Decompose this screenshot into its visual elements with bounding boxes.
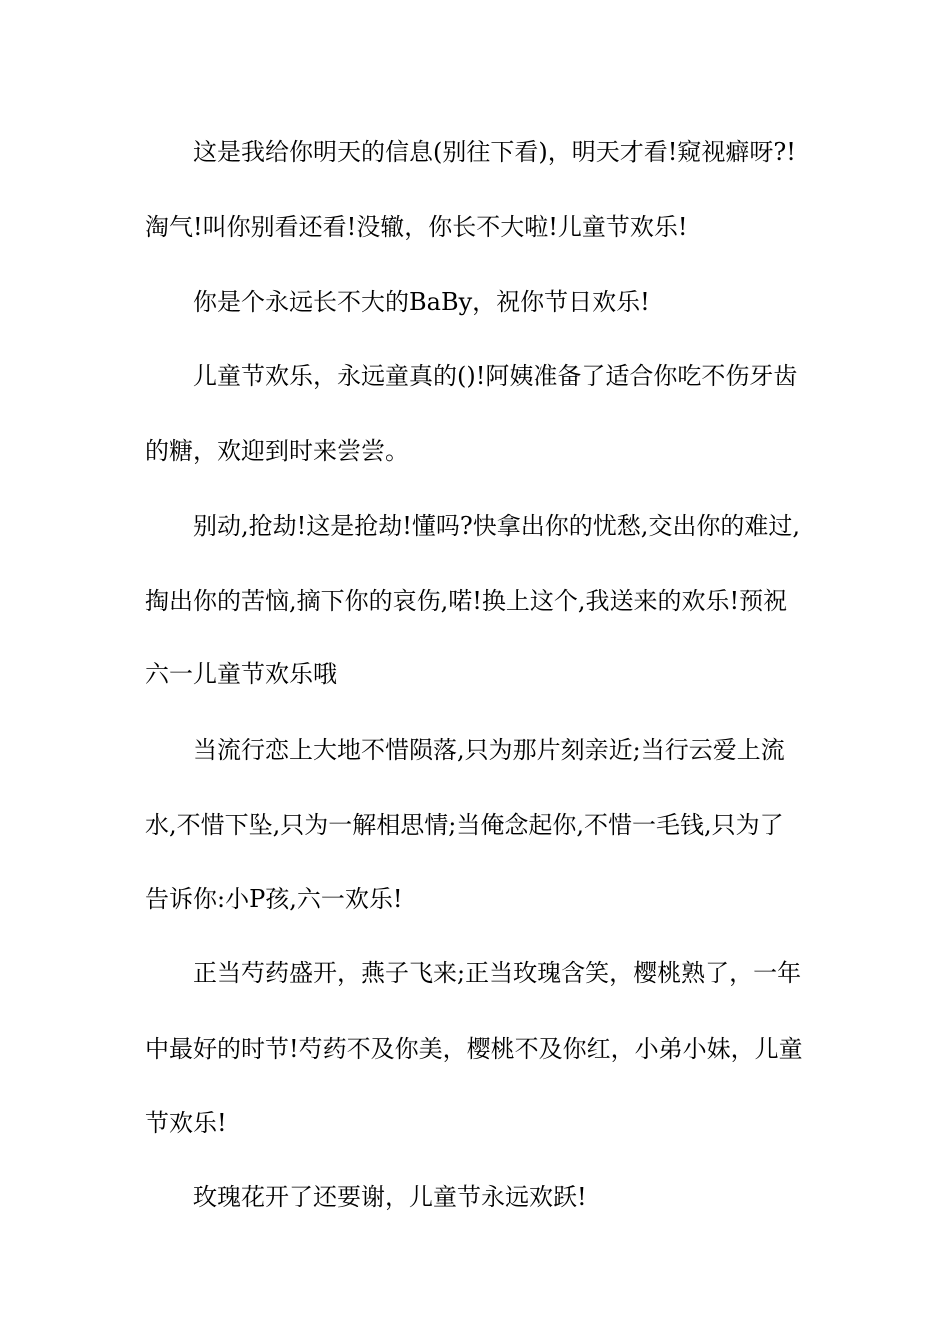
paragraph-7-line-1: 玫瑰花开了还要谢，儿童节永远欢跃! [193,1183,587,1211]
paragraph-6-line-1: 正当芍药盛开，燕子飞来;正当玫瑰含笑，樱桃熟了，一年 [193,959,802,987]
paragraph-6-line-3: 节欢乐! [145,1109,227,1137]
paragraph-5-line-2: 水,不惜下坠,只为一解相思情;当俺念起你,不惜一毛钱,只为了 [145,811,784,839]
paragraph-4-line-3: 六一儿童节欢乐哦 [145,660,337,688]
paragraph-6-line-2: 中最好的时节!芍药不及你美，樱桃不及你红，小弟小妹，儿童 [145,1035,803,1063]
paragraph-4-line-1: 别动,抢劫!这是抢劫!懂吗?快拿出你的忧愁,交出你的难过, [193,512,801,540]
paragraph-1-line-1: 这是我给你明天的信息(别往下看)，明天才看!窥视癖呀?! [193,138,796,166]
paragraph-2-line-1: 你是个永远长不大的BaBy，祝你节日欢乐! [193,288,650,316]
paragraph-4-line-2: 掏出你的苦恼,摘下你的哀伤,喏!换上这个,我送来的欢乐!预祝 [145,587,788,615]
paragraph-5-line-1: 当流行恋上大地不惜陨落,只为那片刻亲近;当行云爱上流 [193,736,785,764]
paragraph-3-line-1: 儿童节欢乐，永远童真的()!阿姨准备了适合你吃不伤牙齿 [193,362,798,390]
paragraph-1-line-2: 淘气!叫你别看还看!没辙，你长不大啦!儿童节欢乐! [145,213,688,241]
paragraph-3-line-2: 的糖，欢迎到时来尝尝。 [145,437,409,465]
paragraph-5-line-3: 告诉你:小P孩,六一欢乐! [145,885,403,913]
